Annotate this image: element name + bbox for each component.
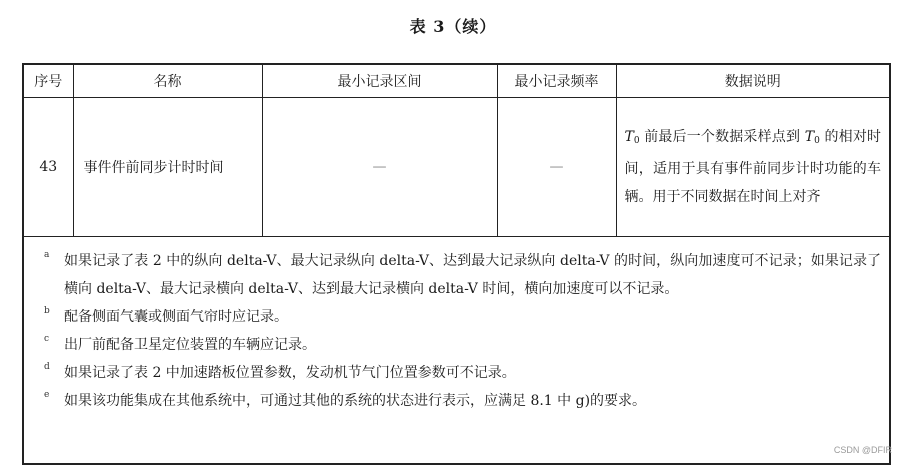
row-min-interval: — [262, 98, 497, 237]
header-min-frequency: 最小记录频率 [497, 64, 616, 98]
note-a [44, 247, 881, 303]
note-e-mark: e [44, 390, 50, 400]
spec-table [22, 63, 891, 465]
t-symbol: T [624, 129, 634, 145]
t-subscript-2: 0 [814, 136, 820, 146]
header-index: 序号 [23, 64, 73, 98]
t-subscript: 0 [633, 136, 640, 146]
note-d-text: 如果记录了表 2 中加速踏板位置参数，发动机节气门位置参数可不记录。 [64, 365, 516, 381]
header-min-interval: 最小记录区间 [262, 64, 497, 98]
row-description [616, 98, 890, 237]
row-min-frequency: — [497, 98, 616, 237]
description-part1: 前最后一个数据采样点到 [639, 129, 805, 145]
note-d [44, 359, 881, 387]
note-d-mark: d [44, 362, 50, 372]
notes-row [23, 237, 890, 465]
note-c [44, 331, 881, 359]
note-c-mark: c [44, 334, 50, 344]
table-header-row [23, 64, 890, 98]
note-e [44, 387, 881, 415]
description-part2: 的相对时间，适用于具有事件前同步计时功能的车辆。用于不同数据在时间上对齐 [624, 129, 881, 205]
table-title: 表 3（续） [409, 17, 497, 36]
header-description: 数据说明 [616, 64, 890, 98]
note-a-text: 如果记录了表 2 中的纵向 delta-V、最大记录纵向 delta-V、达到最大记录纵向 delta-V 的时间，纵向加速度可不记录；如果记录了横向 delta-V、最大记录横向 delta-V、达到最大记录横向 delta-V 时间，横向加速度可以不记录。 [64, 253, 881, 297]
note-a-mark: a [44, 250, 50, 260]
header-name: 名称 [73, 64, 262, 98]
note-e-text: 如果该功能集成在其他系统中，可通过其他的系统的状态进行表示，应满足 8.1 中 g)的要求。 [64, 393, 647, 409]
row-index: 43 [23, 98, 73, 237]
table-row [23, 98, 890, 237]
note-c-text: 出厂前配备卫星定位装置的车辆应记录。 [64, 337, 316, 353]
note-b-mark: b [44, 306, 50, 316]
notes-cell [23, 237, 890, 465]
note-b-text: 配备侧面气囊或侧面气帘时应记录。 [64, 309, 288, 325]
watermark: CSDN @DFIR [833, 445, 892, 455]
note-b [44, 303, 881, 331]
t-symbol-2: T [804, 129, 815, 145]
row-name: 事件件前同步计时时间 [73, 98, 262, 237]
